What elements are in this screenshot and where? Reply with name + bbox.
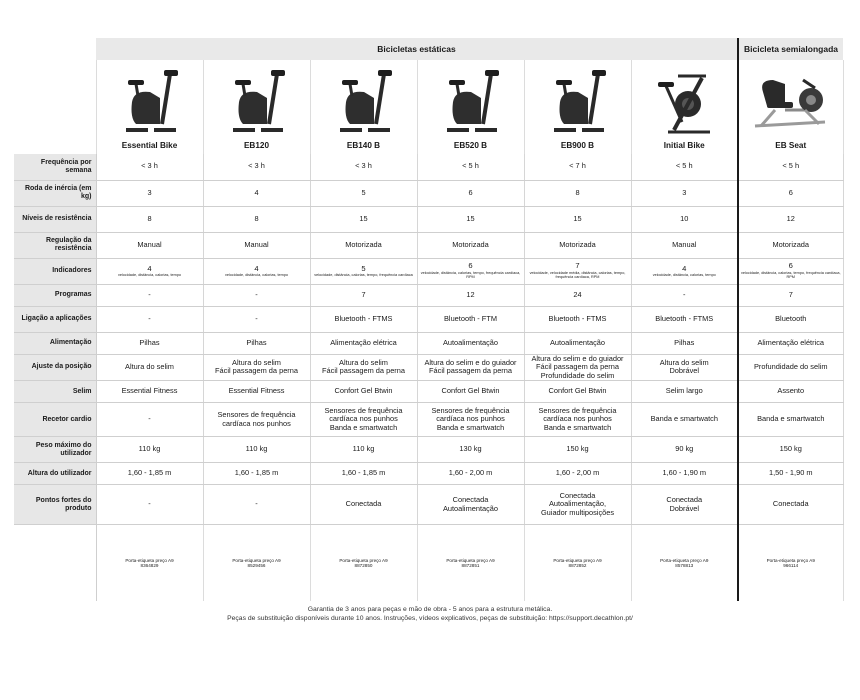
row-label: Pontos fortes do produto — [14, 485, 96, 525]
spec-value: Autoalimentação — [524, 332, 631, 354]
product-name-row — [14, 138, 843, 154]
indicator-list: velocidade, distância, calorias, tempo — [117, 273, 182, 278]
spec-row-niveis-de-resistencia — [14, 206, 843, 232]
spec-value: 90 kg — [631, 437, 738, 463]
folding-bike-icon — [644, 62, 724, 136]
spec-row-programas — [14, 284, 843, 306]
indicator-cell — [417, 258, 524, 284]
spec-value: Assento — [738, 381, 843, 403]
row-label: Regulação da resistência — [14, 232, 96, 258]
price-tag-cell — [524, 525, 631, 602]
product-name: EB900 B — [524, 138, 631, 154]
spec-rows — [14, 154, 843, 525]
indicator-cell — [631, 258, 738, 284]
spec-value: Altura do selim Fácil passagem da perna — [310, 354, 417, 381]
sku-code: 966114 — [783, 563, 799, 569]
indicator-count: 4 — [254, 263, 259, 273]
spec-value: Altura do selim Fácil passagem da perna — [203, 354, 310, 381]
spec-value: Sensores de frequência cardíaca nos punhos Banda e smartwatch — [524, 403, 631, 437]
spec-value: Conectada — [738, 485, 843, 525]
indicator-cell — [96, 258, 203, 284]
indicator-list: velocidade, distância, calorias, tempo, frequência cardíaca, RPM — [740, 270, 841, 280]
upright-bike-icon — [538, 62, 618, 136]
spec-value: < 5 h — [738, 154, 843, 180]
spec-value: Bluetooth — [738, 306, 843, 332]
row-label: Recetor cardio — [14, 403, 96, 437]
spare-parts-note: Peças de substituição disponíveis durante 10 anos. Instruções, vídeos explicativos, peças de substituição: https://support.decathlon.pt/ — [227, 615, 633, 622]
spec-value: Motorizada — [417, 232, 524, 258]
spec-value: Altura do selim — [96, 354, 203, 381]
row-label: Indicadores — [14, 258, 96, 284]
indicator-list: velocidade, velocidade média, distância, calorias, tempo, frequência cardíaca, RPM — [529, 270, 626, 280]
price-tag-label: Porta-etiqueta preço A9 — [339, 557, 388, 563]
indicator-count: 6 — [468, 261, 473, 271]
group-header-static: Bicicletas estáticas — [96, 38, 738, 60]
price-tag-label: Porta-etiqueta preço A9 — [125, 557, 174, 563]
price-tag-label: Porta-etiqueta preço A9 — [446, 557, 495, 563]
spec-value: Sensores de frequência cardíaca nos punhos Banda e smartwatch — [310, 403, 417, 437]
warranty-note: Garantia de 3 anos para peças e mão de obra - 5 anos para a estrutura metálica. — [307, 606, 553, 613]
product-name: Initial Bike — [631, 138, 738, 154]
price-tag-cell — [631, 525, 738, 602]
spec-value: Conectada — [310, 485, 417, 525]
spec-value: Conectada Dobrável — [631, 485, 738, 525]
spec-value: 5 — [310, 180, 417, 206]
spec-value: 3 — [96, 180, 203, 206]
spec-value: Confort Gel Btwin — [524, 381, 631, 403]
spec-value: 12 — [738, 206, 843, 232]
spec-value: Profundidade do selim — [738, 354, 843, 381]
spec-value: 1,60 - 1,90 m — [631, 463, 738, 485]
price-tag-label: Porta-etiqueta preço A9 — [232, 557, 281, 563]
spec-row-indicadores — [14, 258, 843, 284]
spec-value: Motorizada — [524, 232, 631, 258]
price-tag-cell — [310, 525, 417, 602]
spec-value: - — [96, 284, 203, 306]
indicator-count: 4 — [147, 263, 152, 273]
recumbent-bike-icon — [745, 62, 837, 136]
spec-value: 3 — [631, 180, 738, 206]
spec-value: Pilhas — [203, 332, 310, 354]
spec-value: Manual — [203, 232, 310, 258]
comparison-table — [14, 38, 844, 601]
spec-value: 15 — [310, 206, 417, 232]
spec-value: - — [203, 284, 310, 306]
indicator-list: velocidade, distância, calorias, tempo — [652, 273, 716, 278]
sku-code: 8578813 — [675, 563, 694, 569]
product-name: Essential Bike — [96, 138, 203, 154]
spec-value: 110 kg — [203, 437, 310, 463]
spec-value: Altura do selim e do guiador Fácil passagem da perna — [417, 354, 524, 381]
price-tag-cell — [417, 525, 524, 602]
indicator-count: 6 — [788, 261, 793, 271]
indicator-cell — [310, 258, 417, 284]
spec-value: Bluetooth - FTMS — [310, 306, 417, 332]
spec-value: 110 kg — [310, 437, 417, 463]
row-label: Níveis de resistência — [14, 206, 96, 232]
spec-row-alimentacao — [14, 332, 843, 354]
row-label: Roda de inércia (em kg) — [14, 180, 96, 206]
sku-code: 8364829 — [140, 563, 159, 569]
spec-row-ligacao-a-aplicacoes — [14, 306, 843, 332]
spec-value: Bluetooth - FTM — [417, 306, 524, 332]
spec-value: 110 kg — [96, 437, 203, 463]
price-tag-label: Porta-etiqueta preço A9 — [766, 557, 815, 563]
sku-code: 8872852 — [568, 563, 587, 569]
spec-value: Selim largo — [631, 381, 738, 403]
row-label: Frequência por semana — [14, 154, 96, 180]
price-tag-cell — [738, 525, 843, 602]
spec-value: Essential Fitness — [96, 381, 203, 403]
indicator-cell — [738, 258, 843, 284]
spec-value: Manual — [96, 232, 203, 258]
upright-bike-icon — [431, 62, 511, 136]
spec-value: 4 — [203, 180, 310, 206]
indicator-list: velocidade, distância, calorias, tempo — [224, 273, 289, 278]
spec-value: Motorizada — [738, 232, 843, 258]
price-tag-label: Porta-etiqueta preço A9 — [660, 557, 709, 563]
product-image-initial-bike — [631, 60, 738, 138]
price-tag-cell — [96, 525, 203, 602]
spec-value: - — [631, 284, 738, 306]
upright-bike-icon — [110, 62, 190, 136]
spec-row-altura-do-utilizador — [14, 463, 843, 485]
product-name: EB Seat — [738, 138, 843, 154]
spec-value: 24 — [524, 284, 631, 306]
indicator-list: velocidade, distância, calorias, tempo, frequência cardíaca, RPM — [420, 270, 521, 280]
spec-value: 1,60 - 2,00 m — [524, 463, 631, 485]
spec-value: 7 — [738, 284, 843, 306]
spec-value: 150 kg — [738, 437, 843, 463]
price-tag-label: Porta-etiqueta preço A9 — [553, 557, 602, 563]
spec-value: < 3 h — [203, 154, 310, 180]
row-label: Ajuste da posição — [14, 354, 96, 381]
row-label: Altura do utilizador — [14, 463, 96, 485]
spec-value: Banda e smartwatch — [738, 403, 843, 437]
indicator-count: 7 — [575, 261, 580, 271]
spec-value: Sensores de frequência cardíaca nos punhos — [203, 403, 310, 437]
row-label: Selim — [14, 381, 96, 403]
spec-value: Conectada Autoalimentação, Guiador multiposições — [524, 485, 631, 525]
spec-value: 8 — [524, 180, 631, 206]
spec-value: 1,60 - 1,85 m — [310, 463, 417, 485]
spec-value: 12 — [417, 284, 524, 306]
indicator-cell — [203, 258, 310, 284]
spec-value: 130 kg — [417, 437, 524, 463]
upright-bike-icon — [324, 62, 404, 136]
product-image-eb-seat — [738, 60, 843, 138]
product-image-eb140-b — [310, 60, 417, 138]
spec-row-ajuste-da-posicao — [14, 354, 843, 381]
spec-value: < 3 h — [96, 154, 203, 180]
product-image-eb120 — [203, 60, 310, 138]
row-label: Peso máximo do utilizador — [14, 437, 96, 463]
spec-value: 6 — [417, 180, 524, 206]
spec-value: - — [96, 403, 203, 437]
sku-code: 8872851 — [461, 563, 480, 569]
spec-value: Essential Fitness — [203, 381, 310, 403]
spec-value: Alimentação elétrica — [738, 332, 843, 354]
corner-blank — [14, 38, 96, 60]
indicator-cell — [524, 258, 631, 284]
spec-row-peso-maximo-do-utilizador — [14, 437, 843, 463]
spec-value: 15 — [524, 206, 631, 232]
spec-value: 1,60 - 1,85 m — [203, 463, 310, 485]
spec-value: < 7 h — [524, 154, 631, 180]
spec-value: Motorizada — [310, 232, 417, 258]
spec-value: Banda e smartwatch — [631, 403, 738, 437]
spec-value: Pilhas — [96, 332, 203, 354]
spec-value: 150 kg — [524, 437, 631, 463]
spec-value: Alimentação elétrica — [310, 332, 417, 354]
row-label: Ligação a aplicações — [14, 306, 96, 332]
price-tag-row — [14, 525, 843, 602]
spec-value: - — [203, 485, 310, 525]
spec-value: < 5 h — [631, 154, 738, 180]
product-name: EB140 B — [310, 138, 417, 154]
spec-value: < 5 h — [417, 154, 524, 180]
spec-row-recetor-cardio — [14, 403, 843, 437]
spec-value: 1,60 - 2,00 m — [417, 463, 524, 485]
spec-value: 6 — [738, 180, 843, 206]
spec-value: - — [96, 306, 203, 332]
spec-row-frequencia-por-semana — [14, 154, 843, 180]
spec-value: 7 — [310, 284, 417, 306]
spec-value: - — [96, 485, 203, 525]
spec-value: 1,50 - 1,90 m — [738, 463, 843, 485]
spec-value: Autoalimentação — [417, 332, 524, 354]
spec-value: - — [203, 306, 310, 332]
spec-value: 8 — [96, 206, 203, 232]
spec-row-pontos-fortes-do-produto — [14, 485, 843, 525]
upright-bike-icon — [217, 62, 297, 136]
product-name: EB520 B — [417, 138, 524, 154]
product-image-essential-bike — [96, 60, 203, 138]
spec-value: 15 — [417, 206, 524, 232]
indicator-list: velocidade, distância, calorias, tempo, frequência cardíaca — [314, 273, 413, 278]
spec-value: Altura do selim Dobrável — [631, 354, 738, 381]
product-image-eb900-b — [524, 60, 631, 138]
sku-code: 8529456 — [247, 563, 266, 569]
spec-value: Conectada Autoalimentação — [417, 485, 524, 525]
product-image-eb520-b — [417, 60, 524, 138]
spec-value: 10 — [631, 206, 738, 232]
spec-value: Pilhas — [631, 332, 738, 354]
sku-code: 8872850 — [354, 563, 373, 569]
indicator-count: 5 — [361, 263, 366, 273]
indicator-count: 4 — [682, 263, 687, 273]
spec-value: Bluetooth - FTMS — [631, 306, 738, 332]
spec-value: < 3 h — [310, 154, 417, 180]
price-tag-cell — [203, 525, 310, 602]
spec-value: Confort Gel Btwin — [417, 381, 524, 403]
product-image-row — [14, 60, 843, 138]
spec-value: Bluetooth - FTMS — [524, 306, 631, 332]
group-header-semi: Bicicleta semialongada — [738, 38, 843, 60]
spec-value: Sensores de frequência cardíaca nos punhos Banda e smartwatch — [417, 403, 524, 437]
row-label: Alimentação — [14, 332, 96, 354]
spec-row-regulacao-da-resistencia — [14, 232, 843, 258]
row-label: Programas — [14, 284, 96, 306]
spec-value: Confort Gel Btwin — [310, 381, 417, 403]
spec-value: Altura do selim e do guiador Fácil passagem da perna Profundidade do selim — [524, 354, 631, 381]
spec-row-selim — [14, 381, 843, 403]
spec-row-roda-de-inercia-em-kg — [14, 180, 843, 206]
spec-value: Manual — [631, 232, 738, 258]
spec-value: 8 — [203, 206, 310, 232]
spec-value: 1,60 - 1,85 m — [96, 463, 203, 485]
product-name: EB120 — [203, 138, 310, 154]
